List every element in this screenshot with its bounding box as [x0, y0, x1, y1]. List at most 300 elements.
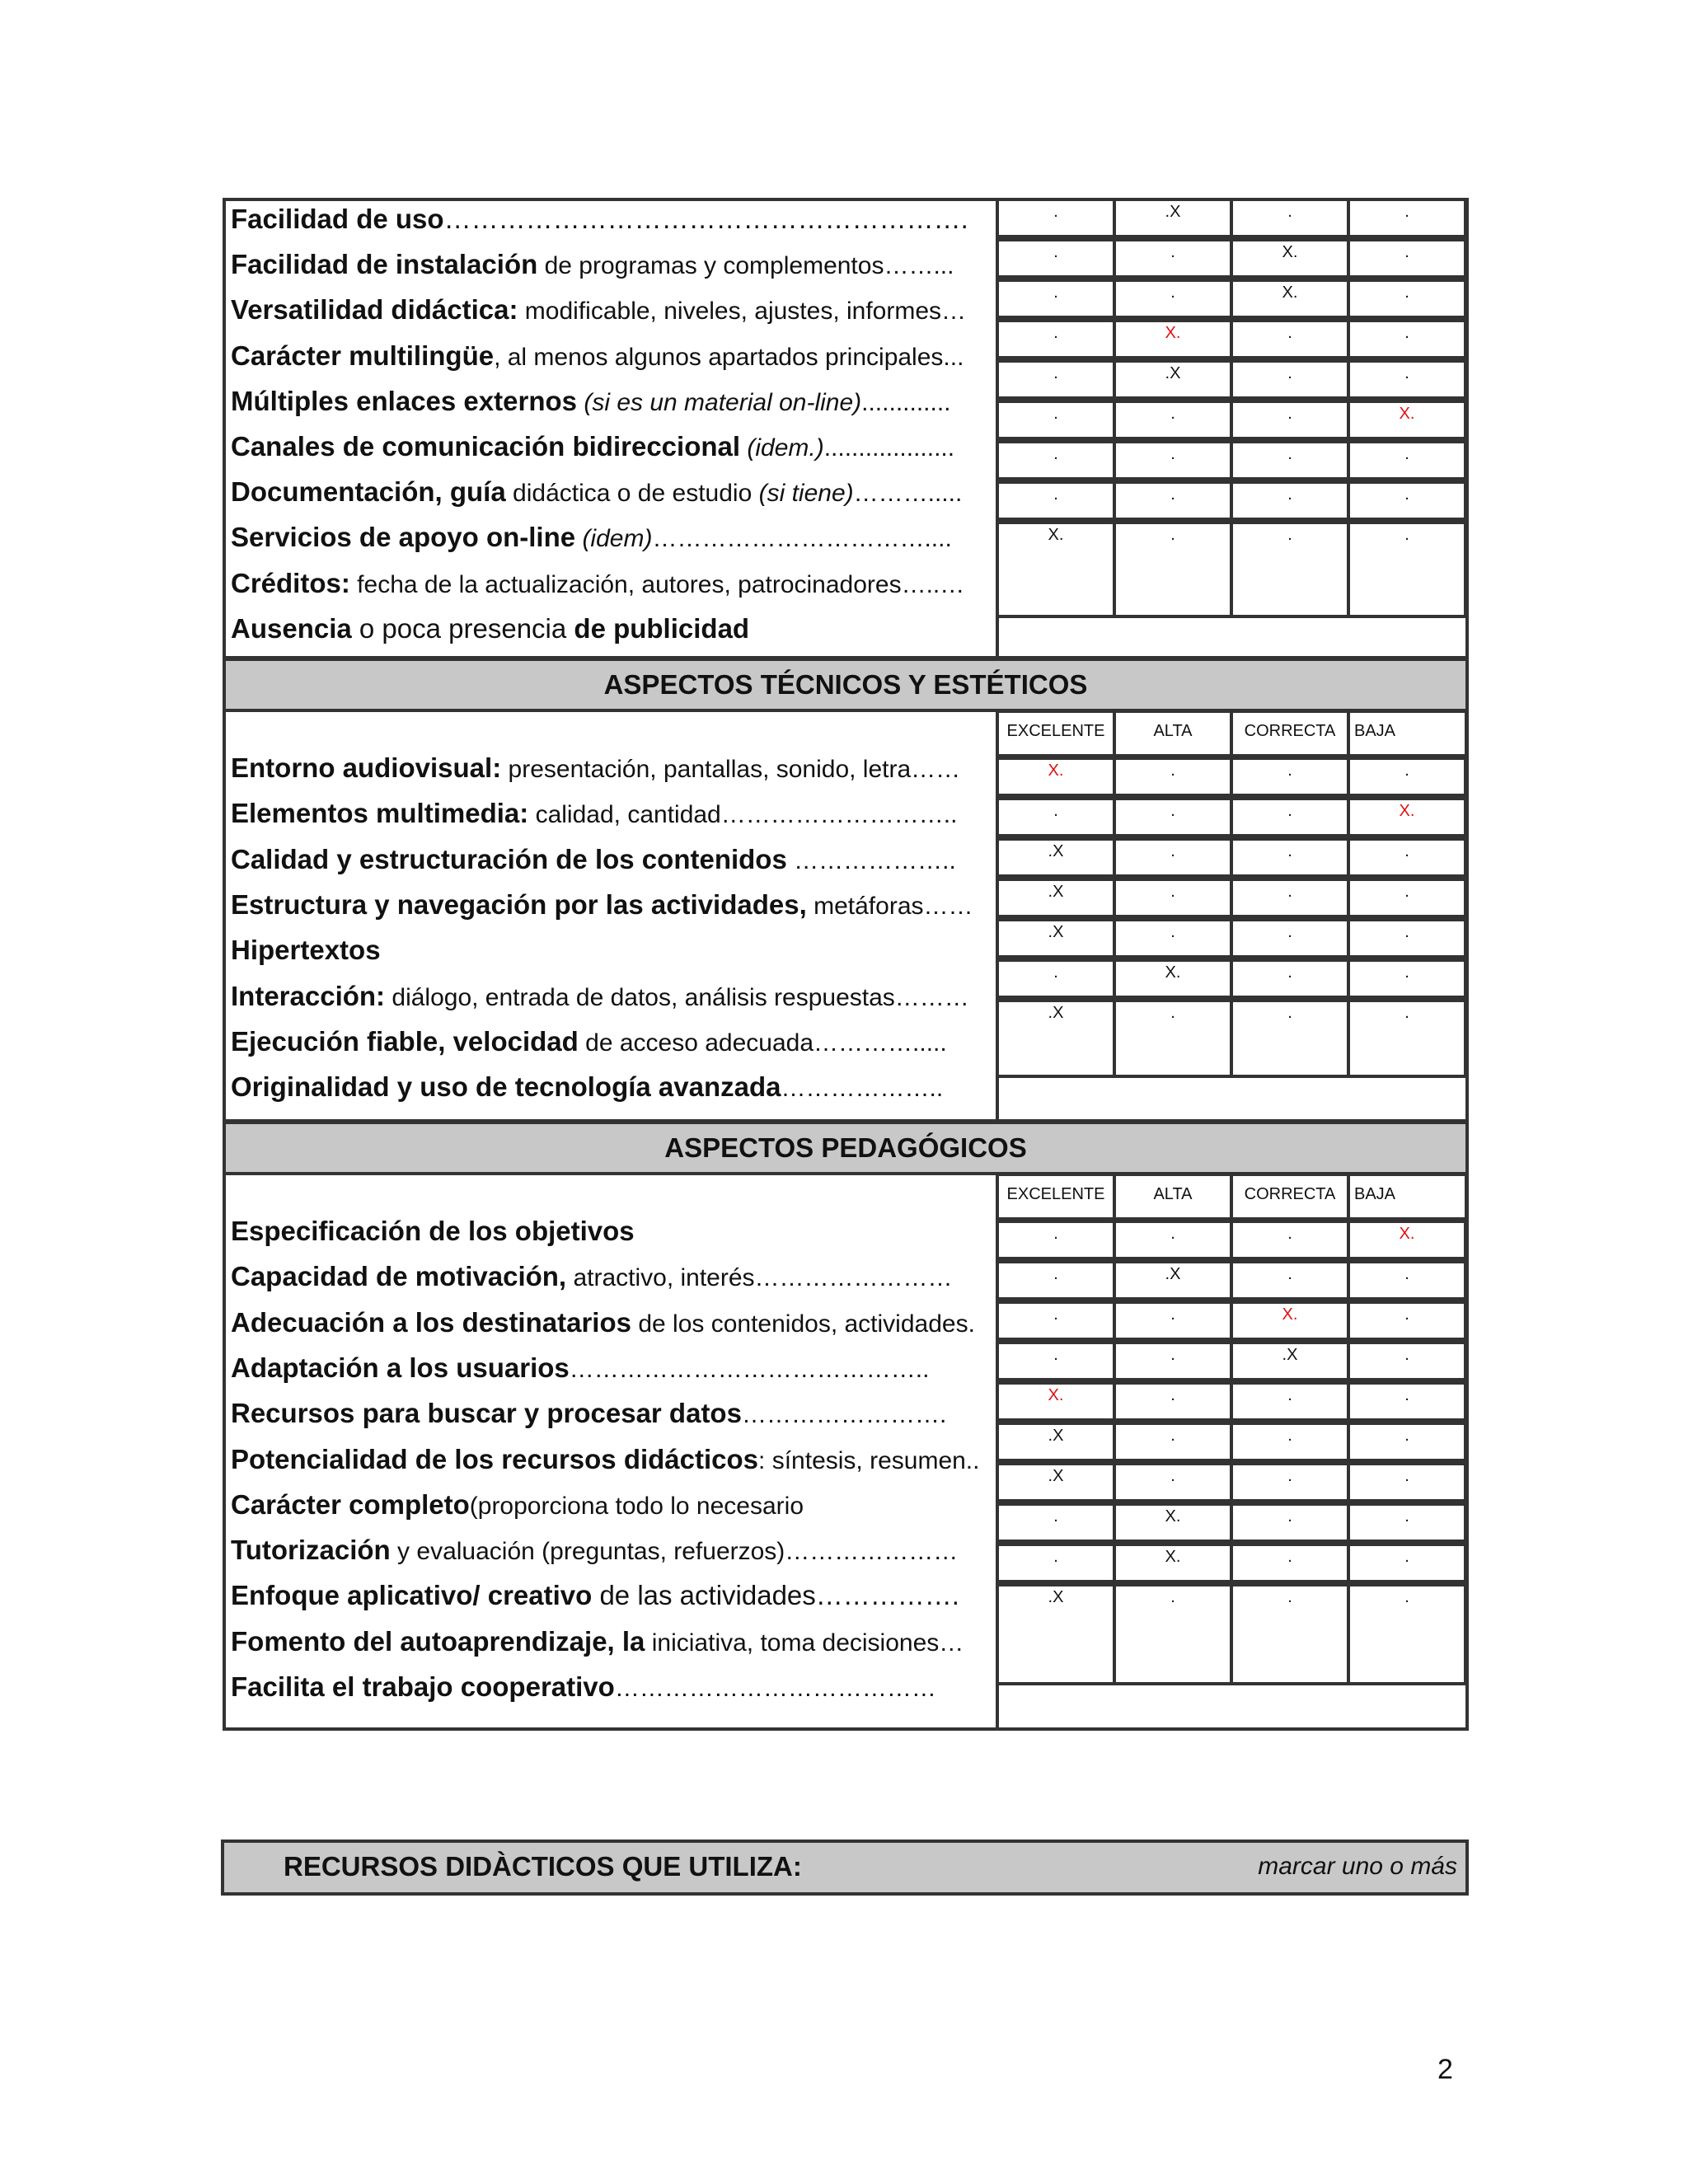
rating-mark: . [1404, 1346, 1409, 1364]
label-part: Adaptación a los usuarios [231, 1352, 570, 1383]
column-header: BAJA [1347, 710, 1467, 757]
rating-cell[interactable] [996, 1260, 1116, 1301]
label-part: Entorno audiovisual: [231, 752, 502, 783]
rating-cell[interactable] [996, 797, 1116, 837]
rating-cell[interactable] [996, 1502, 1116, 1543]
rating-cell[interactable] [1230, 480, 1350, 521]
rating-mark: X. [1048, 526, 1064, 544]
rating-cell[interactable] [1347, 1220, 1467, 1260]
rating-cell[interactable] [1230, 1583, 1350, 1685]
rating-cell[interactable] [1230, 837, 1350, 878]
criterion-label [231, 1260, 984, 1295]
rating-mark: . [1287, 842, 1292, 860]
rating-mark: X. [1048, 1386, 1064, 1404]
rating-cell[interactable] [1347, 958, 1467, 999]
rating-cell[interactable] [1347, 279, 1467, 319]
rating-cell[interactable] [1113, 1462, 1233, 1502]
rating-mark: . [1170, 802, 1175, 820]
rating-mark: .X [1048, 1467, 1064, 1485]
label-part: Créditos: [231, 567, 350, 598]
criterion-label [231, 1071, 984, 1105]
rating-mark: . [1053, 802, 1058, 820]
page-number: 2 [1437, 2054, 1453, 2085]
label-part: didáctica o de estudio [505, 480, 759, 508]
rating-mark: X. [1282, 243, 1298, 261]
criterion-label [231, 340, 984, 374]
rating-mark: . [1287, 203, 1292, 221]
rating-cell[interactable] [996, 359, 1116, 400]
label-part: Versatilidad didáctica: [231, 294, 518, 326]
rating-mark: . [1404, 364, 1409, 382]
rating-cell[interactable] [1113, 521, 1233, 618]
criterion-label [231, 1215, 984, 1248]
rating-mark: . [1053, 364, 1058, 382]
label-part: Enfoque aplicativo/ creativo [231, 1580, 593, 1611]
criterion-label [231, 1306, 984, 1341]
rating-mark: . [1053, 284, 1058, 302]
label-part: Elementos multimedia: [231, 798, 529, 829]
rating-mark: . [1287, 1386, 1292, 1404]
rating-cell[interactable] [996, 958, 1116, 999]
rating-mark: . [1170, 923, 1175, 941]
rating-cell[interactable] [1230, 1220, 1350, 1260]
section-heading-tecnicos [223, 658, 1469, 712]
rating-mark: . [1287, 445, 1292, 463]
rating-mark: X. [1165, 1507, 1181, 1526]
rating-cell[interactable] [996, 400, 1116, 440]
rating-mark: . [1404, 923, 1409, 941]
rating-cell[interactable] [1113, 999, 1233, 1078]
rating-mark: . [1404, 1265, 1409, 1283]
rating-mark: . [1287, 405, 1292, 423]
rating-cell[interactable] [1230, 1502, 1350, 1543]
rating-cell[interactable] [1347, 1583, 1467, 1685]
label-part: ................... [823, 434, 955, 462]
rating-mark: .X [1165, 1265, 1181, 1283]
rating-mark: . [1053, 405, 1058, 423]
rating-cell[interactable] [996, 440, 1116, 480]
label-part: Capacidad de motivación, [231, 1261, 567, 1292]
label-part: Múltiples enlaces externos [231, 385, 577, 416]
label-part: Potencialidad de los recursos didácticos [231, 1443, 759, 1474]
rating-cell[interactable] [1347, 480, 1467, 521]
label-part: fecha de la actualización, autores, patrocinadores…..… [349, 570, 965, 598]
criterion-label [231, 980, 984, 1015]
rating-mark: . [1404, 963, 1409, 982]
label-part: de las actividades……………. [592, 1580, 959, 1611]
criterion-label [231, 203, 984, 236]
rating-mark: . [1404, 1386, 1409, 1404]
rating-cell[interactable] [1113, 757, 1233, 797]
rating-mark: . [1170, 405, 1175, 423]
rating-cell[interactable] [1347, 999, 1467, 1078]
rating-mark: .X [1048, 1004, 1064, 1022]
rating-cell[interactable] [1347, 757, 1467, 797]
rating-cell[interactable] [1347, 797, 1467, 837]
label-part: Recursos para buscar y procesar datos [231, 1398, 742, 1429]
label-part: Hipertextos [231, 935, 381, 966]
label-part: Interacción: [231, 980, 386, 1011]
rating-mark: . [1170, 842, 1175, 860]
rating-mark: . [1287, 762, 1292, 780]
rating-mark: . [1287, 1225, 1292, 1243]
rating-mark: . [1287, 485, 1292, 504]
label-part: atractivo, interés…………………… [566, 1264, 953, 1292]
rating-mark: . [1404, 324, 1409, 342]
rating-mark: . [1404, 1427, 1409, 1445]
column-header: ALTA [1113, 1174, 1233, 1220]
heading-text: ASPECTOS PEDAGÓGICOS [664, 1132, 1027, 1163]
rating-mark: . [1287, 364, 1292, 382]
rating-mark: . [1404, 1467, 1409, 1485]
criterion-label [231, 1443, 984, 1478]
rating-cell[interactable] [1230, 918, 1350, 958]
rating-mark: X. [1165, 324, 1181, 342]
label-part: : síntesis, resumen.. [758, 1446, 980, 1474]
label-part: Facilidad de uso [231, 204, 444, 234]
rating-cell[interactable] [996, 918, 1116, 958]
label-part: ............. [861, 388, 951, 416]
rating-mark: . [1170, 1346, 1175, 1364]
label-part: y evaluación (preguntas, refuerzos)………………… [390, 1538, 959, 1566]
rating-cell[interactable] [996, 878, 1116, 918]
criterion-label [231, 612, 984, 645]
label-part: Facilidad de instalación [231, 249, 538, 280]
rating-mark: . [1053, 963, 1058, 982]
rating-cell[interactable] [1347, 878, 1467, 918]
rating-cell[interactable] [1347, 1502, 1467, 1543]
heading-text: ASPECTOS TÉCNICOS Y ESTÉTICOS [603, 669, 1088, 700]
rating-mark: . [1053, 1265, 1058, 1283]
rating-mark: . [1170, 1004, 1175, 1022]
rating-mark: . [1170, 485, 1175, 504]
rating-mark: . [1287, 324, 1292, 342]
rating-mark: . [1170, 526, 1175, 544]
label-part: ……………….. [781, 1075, 944, 1103]
rating-mark: . [1287, 883, 1292, 901]
rating-cell[interactable] [1230, 238, 1350, 279]
rating-cell[interactable] [996, 521, 1116, 618]
rating-cell[interactable] [1113, 319, 1233, 359]
rating-cell[interactable] [1230, 440, 1350, 480]
rating-cell[interactable] [996, 480, 1116, 521]
rating-cell[interactable] [996, 1543, 1116, 1583]
rating-cell[interactable] [1113, 1422, 1233, 1462]
rating-mark: . [1287, 1507, 1292, 1526]
rating-mark: . [1053, 1507, 1058, 1526]
section-heading-pedagogicos [223, 1121, 1469, 1175]
rating-cell[interactable] [1113, 480, 1233, 521]
rating-mark: . [1170, 1305, 1175, 1324]
rating-mark: . [1170, 1386, 1175, 1404]
rating-cell[interactable] [1347, 319, 1467, 359]
rating-cell[interactable] [996, 837, 1116, 878]
label-part: (si es un material on-line) [577, 388, 862, 416]
column-header: CORRECTA [1230, 710, 1350, 757]
label-part: de publicidad [574, 612, 750, 644]
rating-mark: . [1170, 1225, 1175, 1243]
rating-cell[interactable] [1230, 1381, 1350, 1422]
label-part: iniciativa, toma decisiones… [645, 1629, 964, 1657]
rating-mark: . [1404, 526, 1409, 544]
rating-mark: .X [1282, 1346, 1298, 1364]
rating-cell[interactable] [1113, 1502, 1233, 1543]
label-part: diálogo, entrada de datos, análisis respuestas……… [385, 983, 969, 1011]
rating-cell[interactable] [996, 1301, 1116, 1341]
rating-cell[interactable] [1347, 918, 1467, 958]
rating-cell[interactable] [1347, 440, 1467, 480]
label-part: de los contenidos, actividades. [631, 1310, 975, 1338]
label-part: (proporciona todo lo necesario [469, 1492, 804, 1520]
rating-cell[interactable] [1347, 1381, 1467, 1422]
rating-cell[interactable] [996, 999, 1116, 1078]
rating-cell[interactable] [1113, 440, 1233, 480]
criterion-label [231, 888, 984, 923]
rating-mark: . [1287, 1588, 1292, 1606]
rating-cell[interactable] [996, 238, 1116, 279]
rating-mark: X. [1399, 802, 1415, 820]
rating-cell[interactable] [1113, 1301, 1233, 1341]
rating-cell[interactable] [1230, 1543, 1350, 1583]
rating-cell[interactable] [996, 1422, 1116, 1462]
rating-mark: .X [1048, 923, 1064, 941]
rating-mark: X. [1282, 284, 1298, 302]
rating-cell[interactable] [1347, 837, 1467, 878]
rating-mark: . [1170, 445, 1175, 463]
rating-mark: . [1170, 1427, 1175, 1445]
rating-cell[interactable] [1230, 958, 1350, 999]
rating-mark: . [1404, 445, 1409, 463]
rating-mark: . [1287, 1548, 1292, 1566]
rating-cell[interactable] [1230, 400, 1350, 440]
rating-mark: . [1053, 1305, 1058, 1324]
label-part: Carácter multilingüe [231, 340, 495, 371]
rating-mark: . [1404, 203, 1409, 221]
rating-mark: . [1404, 883, 1409, 901]
label-part: Tutorización [231, 1535, 391, 1566]
rating-cell[interactable] [1347, 1422, 1467, 1462]
rating-cell[interactable] [996, 1462, 1116, 1502]
rating-cell[interactable] [1113, 1341, 1233, 1381]
rating-cell[interactable] [1230, 521, 1350, 618]
label-part: Adecuación a los destinatarios [231, 1306, 631, 1338]
criterion-label [231, 567, 984, 602]
rating-cell[interactable] [1230, 757, 1350, 797]
rating-cell[interactable] [1230, 1462, 1350, 1502]
label-part: o poca presencia [351, 612, 574, 644]
rating-cell[interactable] [1113, 238, 1233, 279]
rating-mark: . [1287, 1427, 1292, 1445]
rating-cell[interactable] [1230, 1301, 1350, 1341]
rating-mark: . [1404, 842, 1409, 860]
rating-mark: .X [1048, 883, 1064, 901]
label-part: Originalidad y uso de tecnología avanzada [231, 1071, 781, 1103]
rating-mark: . [1287, 1467, 1292, 1485]
label-part: (idem.) [740, 434, 824, 462]
criterion-label [231, 293, 984, 328]
rating-cell[interactable] [1347, 238, 1467, 279]
label-part: Facilita el trabajo cooperativo [231, 1671, 615, 1702]
section-pedagogicos [223, 1174, 1469, 1731]
rating-cell[interactable] [1113, 359, 1233, 400]
column-header: ALTA [1113, 710, 1233, 757]
label-part: (idem) [575, 525, 653, 553]
rating-mark: . [1404, 1004, 1409, 1022]
rating-cell[interactable] [1230, 1260, 1350, 1301]
rating-cell[interactable] [1230, 198, 1350, 238]
rating-cell[interactable] [1113, 1220, 1233, 1260]
rating-mark: . [1287, 802, 1292, 820]
rating-mark: X. [1399, 1225, 1415, 1243]
rating-mark: . [1404, 762, 1409, 780]
rating-cell[interactable] [1230, 359, 1350, 400]
label-part: Especificación de los objetivos [231, 1216, 635, 1246]
rating-cell[interactable] [1347, 359, 1467, 400]
criterion-label [231, 1488, 984, 1523]
rating-cell[interactable] [1113, 958, 1233, 999]
label-part: calidad, cantidad……………………….. [528, 801, 958, 829]
rating-cell[interactable] [1113, 918, 1233, 958]
rating-mark: . [1404, 1305, 1409, 1324]
label-part: Estructura y navegación por las actividades, [231, 888, 807, 920]
rating-cell[interactable] [1347, 1543, 1467, 1583]
label-part: ………..... [853, 480, 963, 508]
rating-mark: . [1404, 1588, 1409, 1606]
rating-cell[interactable] [996, 1381, 1116, 1422]
rating-mark: X. [1165, 1548, 1181, 1566]
criterion-label [231, 1352, 984, 1386]
label-part: …………………………………….. [569, 1355, 930, 1383]
rating-mark: . [1170, 762, 1175, 780]
rating-cell[interactable] [1347, 198, 1467, 238]
rating-cell[interactable] [996, 1220, 1116, 1260]
rating-mark: . [1053, 1346, 1058, 1364]
rating-mark: . [1053, 324, 1058, 342]
rating-cell[interactable] [1113, 837, 1233, 878]
rating-mark: . [1287, 526, 1292, 544]
rating-cell[interactable] [996, 198, 1116, 238]
label-part: Documentación, guía [231, 476, 506, 508]
column-header: EXCELENTE [996, 1174, 1116, 1220]
rating-cell[interactable] [1347, 1341, 1467, 1381]
resources-hint: marcar uno o más [1258, 1853, 1457, 1880]
rating-cell[interactable] [1230, 1422, 1350, 1462]
rating-cell[interactable] [1230, 878, 1350, 918]
criterion-label [231, 385, 984, 419]
rating-cell[interactable] [1113, 878, 1233, 918]
criterion-label [231, 1534, 984, 1568]
column-header: BAJA [1347, 1174, 1467, 1220]
criterion-label [231, 1625, 984, 1660]
rating-cell[interactable] [1347, 400, 1467, 440]
rating-cell[interactable] [1113, 1260, 1233, 1301]
rating-cell[interactable] [1230, 797, 1350, 837]
section-general [223, 198, 1469, 659]
label-part: Canales de comunicación bidireccional [231, 431, 741, 462]
label-part: (si tiene) [758, 480, 854, 508]
rating-mark: . [1287, 923, 1292, 941]
rating-cell[interactable] [1113, 1381, 1233, 1422]
rating-cell[interactable] [1230, 319, 1350, 359]
rating-mark: . [1404, 243, 1409, 261]
rating-mark: X. [1048, 762, 1064, 780]
rating-mark: . [1170, 243, 1175, 261]
rating-cell[interactable] [1347, 521, 1467, 618]
rating-cell[interactable] [996, 1583, 1116, 1685]
rating-cell[interactable] [1113, 400, 1233, 440]
label-part: de programas y complementos……... [537, 252, 954, 280]
label-part: modificable, niveles, ajustes, informes… [518, 298, 967, 326]
rating-mark: . [1170, 284, 1175, 302]
criterion-label [231, 934, 984, 967]
rating-cell[interactable] [1230, 999, 1350, 1078]
rating-cell[interactable] [1347, 1462, 1467, 1502]
rating-cell[interactable] [996, 757, 1116, 797]
label-part: Ausencia [231, 612, 352, 644]
rating-cell[interactable] [1113, 279, 1233, 319]
rating-mark: .X [1048, 842, 1064, 860]
label-part: de acceso adecuada…………..... [578, 1029, 947, 1057]
rating-mark: X. [1282, 1305, 1298, 1324]
rating-cell[interactable] [1113, 1583, 1233, 1685]
rating-cell[interactable] [996, 1341, 1116, 1381]
rating-mark: .X [1048, 1588, 1064, 1606]
label-part: Servicios de apoyo on-line [231, 522, 576, 553]
rating-cell[interactable] [1347, 1260, 1467, 1301]
rating-mark: . [1287, 1004, 1292, 1022]
rating-mark: . [1404, 284, 1409, 302]
criterion-label [231, 1579, 984, 1612]
rating-mark: .X [1165, 203, 1181, 221]
rating-mark: . [1053, 1548, 1058, 1566]
rating-mark: .X [1165, 364, 1181, 382]
rating-cell[interactable] [996, 319, 1116, 359]
rating-cell[interactable] [996, 279, 1116, 319]
rating-mark: . [1053, 485, 1058, 504]
criterion-label [231, 248, 984, 283]
rating-mark: . [1404, 1507, 1409, 1526]
label-part: ……………………. [741, 1401, 947, 1429]
rating-mark: . [1170, 1467, 1175, 1485]
criterion-label [231, 430, 984, 465]
rating-mark: . [1053, 1225, 1058, 1243]
rating-mark: . [1053, 445, 1058, 463]
rating-mark: . [1170, 1588, 1175, 1606]
rating-cell[interactable] [1347, 1301, 1467, 1341]
rating-cell[interactable] [1113, 198, 1233, 238]
criterion-label [231, 797, 984, 832]
column-header: CORRECTA [1230, 1174, 1350, 1220]
criterion-label [231, 476, 984, 510]
rating-mark: . [1287, 1265, 1292, 1283]
rating-mark: . [1053, 243, 1058, 261]
rating-cell[interactable] [1113, 1543, 1233, 1583]
rating-mark: .X [1048, 1427, 1064, 1445]
criterion-label [231, 752, 984, 786]
label-part: Calidad y estructuración de los contenidos [231, 843, 787, 874]
rating-cell[interactable] [1113, 797, 1233, 837]
rating-cell[interactable] [1230, 1341, 1350, 1381]
rating-mark: X. [1165, 963, 1181, 982]
rating-mark: . [1404, 485, 1409, 504]
criterion-label [231, 1671, 984, 1705]
label-part: Fomento del autoaprendizaje, la [231, 1625, 645, 1657]
criterion-label [231, 843, 984, 878]
rating-cell[interactable] [1230, 279, 1350, 319]
label-part: ……………….. [786, 846, 956, 874]
resources-title: RECURSOS DIDÀCTICOS QUE UTILIZA: [284, 1851, 802, 1882]
criterion-label [231, 1397, 984, 1432]
